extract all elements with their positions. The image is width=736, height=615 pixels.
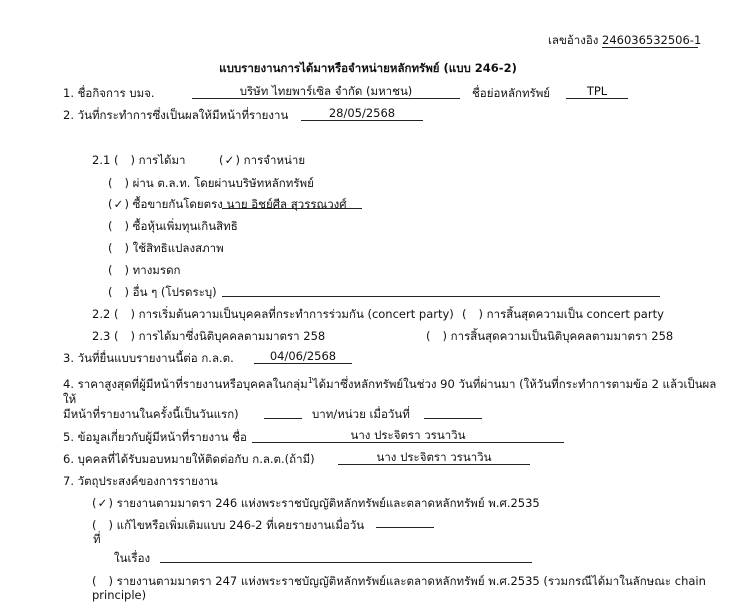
s21-dispose-label: การจำหน่าย [243,153,306,167]
s21-opt-1-checkbox[interactable]: ✓ [113,197,124,211]
s21-acquire-label: การได้มา [138,153,186,167]
item4-line2: ให้ [63,392,77,406]
s21-opt-5-underline [222,296,660,297]
s21-opt-1-underline [222,208,362,209]
item7-option-1-checkbox[interactable]: ✓ [97,496,108,510]
item4-date-field[interactable] [424,418,482,419]
item7-option-3-line2: principle) [92,588,147,602]
s21-opt-4: ( ) ทางมรดก [108,263,181,277]
s21-opt-1: (✓) ซื้อขายกันโดยตรง นาย อิชย์ศีล สุวรรณวงศ์ [108,197,347,211]
s22-b: ( ) การสิ้นสุดความเป็น concert party [462,307,664,321]
s21-opt-3: ( ) ใช้สิทธิแปลงสภาพ [108,241,224,255]
s21-row: 2.1 ( ) การได้มา [92,153,186,167]
s23-a: 2.3 ( ) การได้มาซึ่งนิติบุคคลตามมาตรา 258 [92,329,326,343]
item4-line1: 4. ราคาสูงสุดที่ผู้มีหน้าที่รายงานหรือบุคคลในกลุ่ม$^1$ได้มาซึ่งหลักทรัพย์ในช่วง 90 วันที่ผ่านมา (ให้วันที่กระทำการตามข้อ 2 แล้วเป็นผล [63,376,717,391]
s21-dispose: (✓) การจำหน่าย [219,153,306,167]
item7-option-1: (✓) รายงานตามมาตรา 246 แห่งพระราชบัญญัติหลักทรัพย์และตลาดหลักทรัพย์ พ.ศ.2535 [92,496,540,510]
s21-opt-2: ( ) ซื้อหุ้นเพิ่มทุนเกินสิทธิ [108,219,238,233]
item6-name: นาง ประจิตรา วรนาวิน [338,451,530,465]
item4-price-field[interactable] [264,418,302,419]
s21-opt-5: ( ) อื่น ๆ (โปรดระบุ) [108,285,217,299]
reference-label: เลขอ้างอิง [548,33,599,47]
item5-name: นาง ประจิตรา วรนาวิน [252,429,564,443]
item7-subject-field[interactable] [160,562,532,563]
reference-number [548,32,702,50]
item1-company-label: 1. ชื่อกิจการ บมจ. [63,86,155,100]
item4-line3: มีหน้าที่รายงานในครั้งนี้เป็นวันแรก) [63,407,239,421]
item5-label: 5. ข้อมูลเกี่ยวกับผู้มีหน้าที่รายงาน ชื่อ [63,430,247,444]
item1-company-name: บริษัท ไทยพาร์เซิล จำกัด (มหาชน) [192,85,460,99]
item6-label: 6. บุคคลที่ได้รับมอบหมายให้ติดต่อกับ ก.ล.ต.(ถ้ามี) [63,452,315,466]
item1-symbol-label: ชื่อย่อหลักทรัพย์ [472,86,551,100]
reference-value: 246036532506-1 [602,33,702,47]
item7-subject-label: ในเรื่อง [114,551,151,565]
s21-opt-1-value: นาย อิชย์ศีล สุวรรณวงศ์ [226,197,347,211]
item3-label: 3. วันที่ยื่นแบบรายงานนี้ต่อ ก.ล.ต. [63,351,234,365]
item7-option-2-tail: ที่ [93,532,101,546]
s21-opt-0: ( ) ผ่าน ต.ล.ท. โดยผ่านบริษัทหลักทรัพย์ [108,176,314,190]
item7-option-2-date-field[interactable] [376,527,434,528]
s22-a: 2.2 ( ) การเริ่มต้นความเป็นบุคคลที่กระทำการร่วมกัน (concert party) [92,307,454,321]
item7-option-3: ( ) รายงานตามมาตรา 247 แห่งพระราชบัญญัติหลักทรัพย์และตลาดหลักทรัพย์ พ.ศ.2535 (รวมกรณีได้มาในลักษณะ chain [92,574,706,588]
s21-dispose-checkbox[interactable]: ✓ [224,153,235,167]
item7-label: 7. วัตถุประสงค์ของการรายงาน [63,474,218,488]
item7-option-2: ( ) แก้ไขหรือเพิ่มเติมแบบ 246-2 ที่เคยรายงานเมื่อวัน [92,518,365,532]
item2-label: 2. วันที่กระทำการซึ่งเป็นผลให้มีหน้าที่รายงาน [63,108,289,122]
form-title: แบบรายงานการได้มาหรือจำหน่ายหลักทรัพย์ (แบบ 246-2) [219,61,517,75]
item1-symbol-value: TPL [566,85,628,99]
item2-date: 28/05/2568 [301,107,423,121]
s23-b: ( ) การสิ้นสุดความเป็นนิติบุคคลตามมาตรา 258 [426,329,674,343]
item3-date: 04/06/2568 [254,350,352,364]
item4-unit-label: บาท/หน่วย เมื่อวันที่ [312,407,410,421]
